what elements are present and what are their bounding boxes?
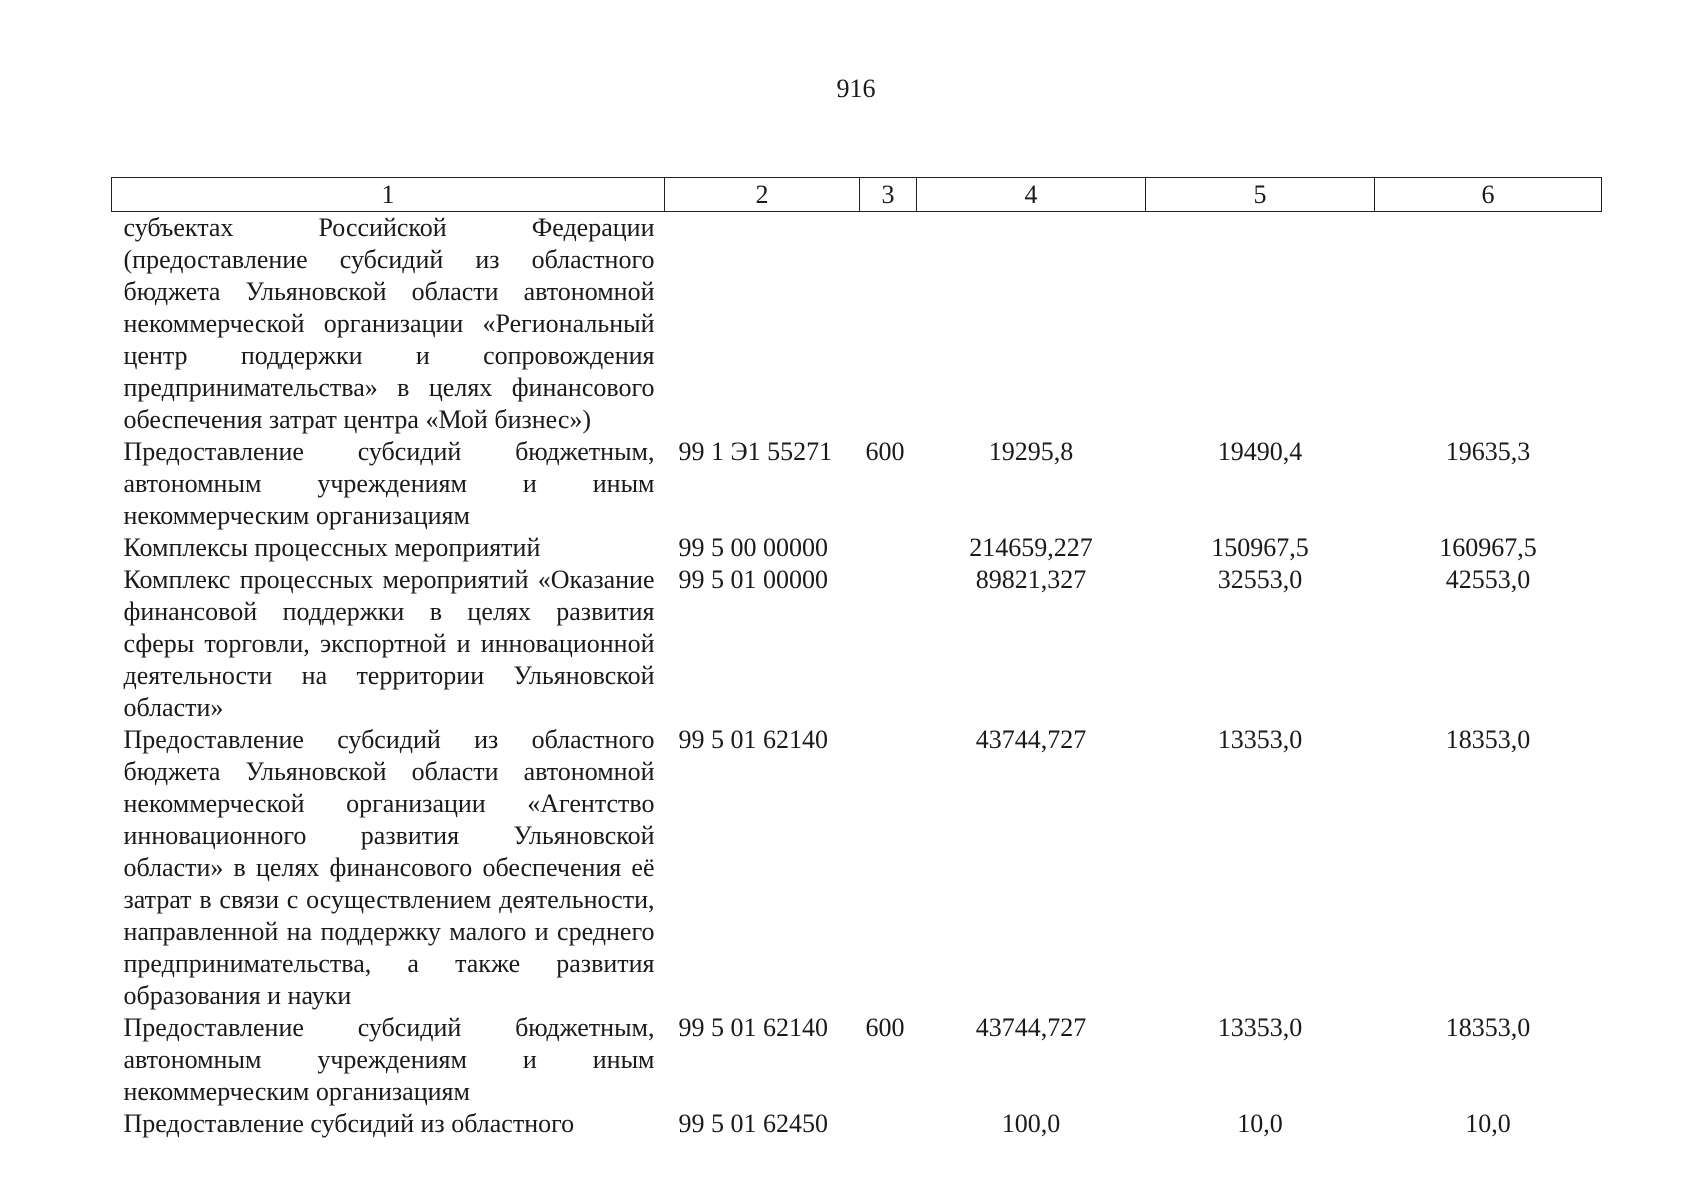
header-row — [112, 178, 1602, 212]
row-value-4: 19295,8 — [988, 437, 1074, 466]
table-row — [112, 436, 1602, 532]
row-value-4: 43744,727 — [975, 1013, 1087, 1042]
table-row — [112, 564, 1602, 724]
row-expense-type — [860, 532, 917, 564]
row-description: Предоставление субсидий из областного — [123, 1109, 575, 1138]
row-value-6: 18353,0 — [1445, 1013, 1531, 1042]
row-value-4 — [917, 212, 1146, 437]
row-expense-type — [860, 1108, 917, 1140]
row-description: Предоставление субсидий бюджетным, автономным учреждениям и иным некоммерческим организациям — [123, 1013, 655, 1106]
row-description: Предоставление субсидий из областного бюджета Ульяновской области автономной некоммерческой организации «Агентство инновационного развития Ульяновской области» в целях финансового обеспечения её затрат в связи с осуществлением деятельности, направленной на поддержку малого и среднего предпринимательства, а также развития образования и науки — [123, 725, 655, 1010]
row-value-6 — [1375, 212, 1602, 437]
header-col-3: 3 — [860, 178, 917, 212]
header-col-5: 5 — [1146, 178, 1375, 212]
row-value-6: 19635,3 — [1445, 437, 1531, 466]
row-expense-type: 600 — [865, 1013, 905, 1042]
table-row — [112, 532, 1602, 564]
page-number: 916 — [836, 74, 876, 103]
header-col-6: 6 — [1375, 178, 1602, 212]
row-value-4: 214659,227 — [969, 533, 1093, 562]
row-value-5: 32553,0 — [1217, 565, 1303, 594]
row-expense-type: 600 — [865, 437, 905, 466]
row-value-5: 13353,0 — [1217, 1013, 1303, 1042]
row-expense-type — [860, 212, 917, 437]
row-expense-type — [860, 564, 917, 724]
row-value-5: 150967,5 — [1211, 533, 1309, 562]
header-col-1: 1 — [112, 178, 665, 212]
row-value-6: 160967,5 — [1439, 533, 1537, 562]
row-description: Предоставление субсидий бюджетным, автономным учреждениям и иным некоммерческим организациям — [123, 437, 655, 530]
row-value-5 — [1146, 212, 1375, 437]
row-value-5: 10,0 — [1237, 1109, 1283, 1138]
row-value-4: 100,0 — [1001, 1109, 1061, 1138]
budget-table — [111, 177, 1602, 1140]
row-code: 99 5 01 62140 — [678, 725, 828, 754]
row-value-6: 42553,0 — [1445, 565, 1531, 594]
row-value-5: 19490,4 — [1217, 437, 1303, 466]
table-row — [112, 212, 1602, 437]
row-code: 99 5 01 00000 — [678, 565, 828, 594]
row-expense-type — [860, 724, 917, 1012]
row-code: 99 5 00 00000 — [678, 533, 828, 562]
row-description: субъектах Российской Федерации (предоставление субсидий из областного бюджета Ульяновской области автономной некоммерческой организации «Региональный центр поддержки и сопровождения предпринимательства» в целях финансового обеспечения затрат центра «Мой бизнес») — [123, 213, 655, 434]
header-col-2: 2 — [665, 178, 860, 212]
row-code — [665, 212, 860, 437]
row-value-4: 89821,327 — [975, 565, 1087, 594]
row-value-5: 13353,0 — [1217, 725, 1303, 754]
table-row — [112, 724, 1602, 1012]
row-value-6: 18353,0 — [1445, 725, 1531, 754]
row-value-6: 10,0 — [1465, 1109, 1511, 1138]
row-description: Комплекс процессных мероприятий «Оказание финансовой поддержки в целях развития сферы торговли, экспортной и инновационной деятельности на территории Ульяновской области» — [123, 565, 655, 722]
row-code: 99 5 01 62450 — [678, 1109, 828, 1138]
row-code: 99 1 Э1 55271 — [678, 437, 833, 466]
table-row — [112, 1012, 1602, 1108]
row-value-4: 43744,727 — [975, 725, 1087, 754]
table-row — [112, 1108, 1602, 1140]
row-description: Комплексы процессных мероприятий — [123, 533, 541, 562]
row-code: 99 5 01 62140 — [678, 1013, 828, 1042]
header-col-4: 4 — [917, 178, 1146, 212]
